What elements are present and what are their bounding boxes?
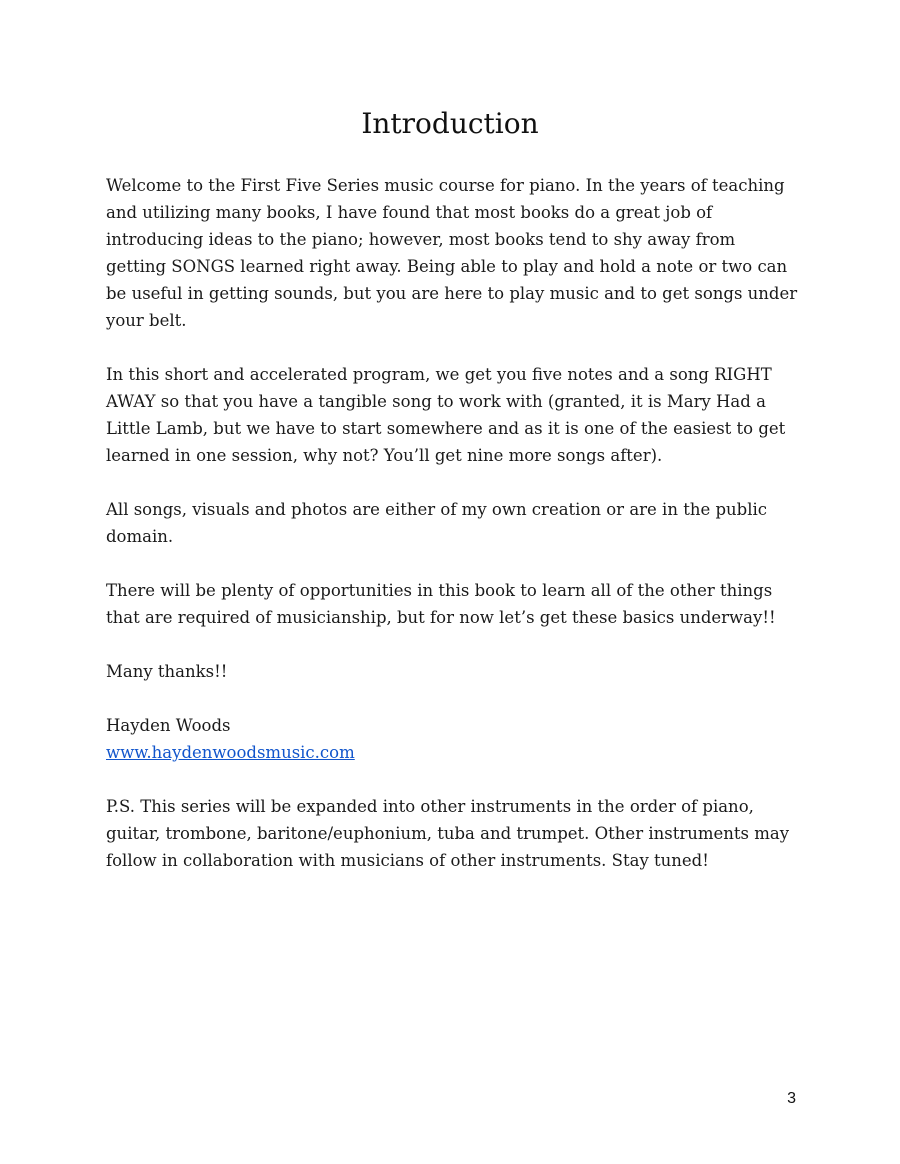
author-name: Hayden Woods (106, 716, 231, 735)
postscript: P.S. This series will be expanded into other instruments in the order of piano, guitar, trombone, baritone/euphonium, tuba and trumpet. Other instruments may follow in collaboration with musicians of other instruments. Stay tuned! (106, 797, 790, 870)
document-body (106, 172, 800, 901)
paragraph-program: In this short and accelerated program, we get you five notes and a song RIGHT AWAY so that you have a tangible song to work with (granted, it is Mary Had a Little Lamb, but we have to start somewhere and as it is one of the easiest to get learned in one session, why not? You’ll get nine more songs after). (106, 365, 786, 465)
paragraph-thanks: Many thanks!! (106, 662, 228, 681)
signature-block (106, 712, 800, 766)
paragraph-rights: All songs, visuals and photos are either of my own creation or are in the public domain. (106, 500, 768, 546)
paragraph-welcome: Welcome to the First Five Series music course for piano. In the years of teaching and utilizing many books, I have found that most books do a great job of introducing ideas to the piano; however, most books tend to shy away from getting SONGS learned right away. Being able to play and hold a note or two can be useful in getting sounds, but you are here to play music and to get songs under your belt. (106, 176, 798, 330)
website-link[interactable]: www.haydenwoodsmusic.com (106, 743, 355, 762)
page-number: 3 (787, 1090, 796, 1107)
paragraph-opportunities: There will be plenty of opportunities in this book to learn all of the other things that are required of musicianship, but for now let’s get these basics underway!! (106, 581, 776, 627)
page-title: Introduction (361, 107, 539, 140)
